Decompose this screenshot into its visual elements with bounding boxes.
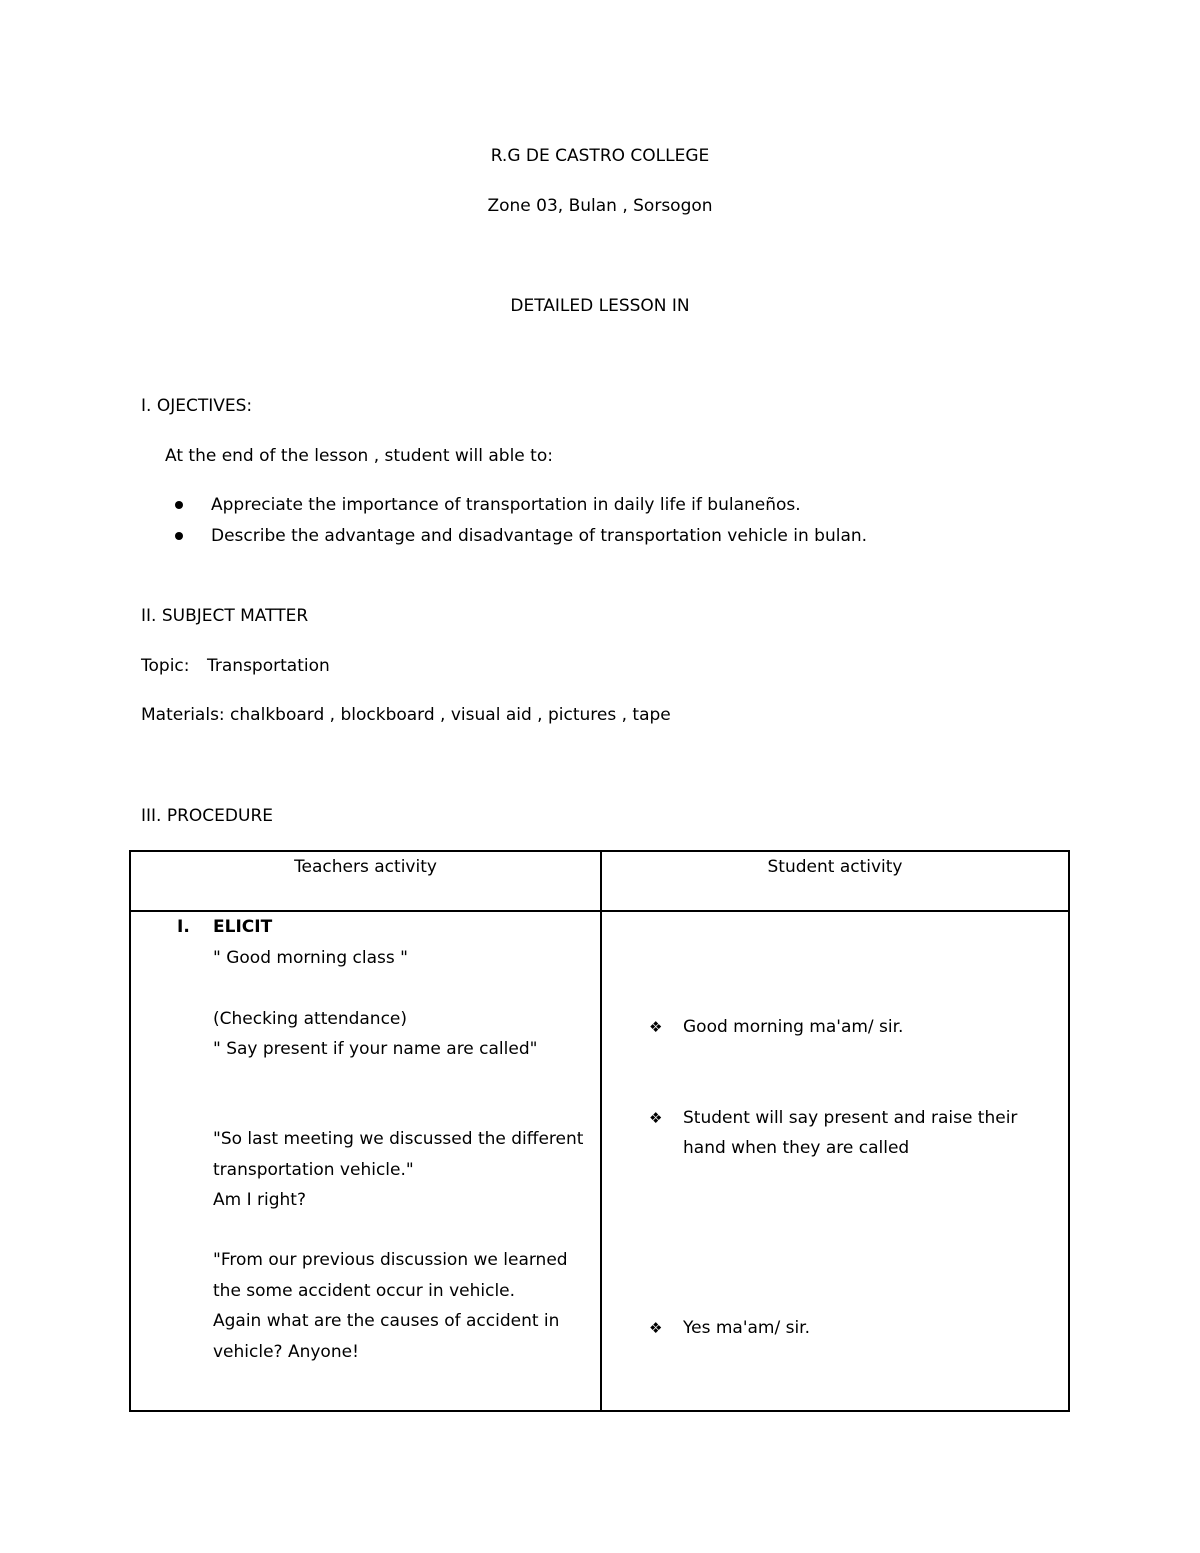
topic-label: Topic: — [141, 656, 190, 676]
objectives-intro: At the end of the lesson , student will able to: — [165, 446, 553, 466]
procedure-table — [129, 850, 1070, 1412]
column-divider — [600, 852, 602, 1410]
header-divider — [131, 910, 1068, 912]
student-line: hand when they are called — [683, 1138, 910, 1158]
diamond-bullet-icon: ❖ — [649, 1018, 663, 1036]
school-name: R.G DE CASTRO COLLEGE — [490, 146, 710, 166]
diamond-bullet-icon: ❖ — [649, 1109, 663, 1127]
section-title: ELICIT — [213, 917, 273, 937]
document-title: DETAILED LESSON IN — [510, 296, 690, 316]
topic-value: Transportation — [207, 656, 330, 676]
section-number: I. — [177, 917, 190, 937]
teacher-line: transportation vehicle." — [213, 1160, 414, 1180]
teacher-line: Am I right? — [213, 1190, 306, 1210]
teacher-line: "So last meeting we discussed the different — [213, 1129, 584, 1149]
teacher-line: Again what are the causes of accident in — [213, 1311, 560, 1331]
student-line: Yes ma'am/ sir. — [683, 1318, 811, 1338]
teacher-line: " Say present if your name are called" — [213, 1039, 538, 1059]
materials-line: Materials: chalkboard , blockboard , visual aid , pictures , tape — [141, 705, 671, 725]
school-address: Zone 03, Bulan , Sorsogon — [487, 196, 713, 216]
objective-text: Appreciate the importance of transportation in daily life if bulaneños. — [211, 495, 801, 515]
subject-matter-heading: II. SUBJECT MATTER — [141, 606, 309, 626]
student-line: Good morning ma'am/ sir. — [683, 1017, 904, 1037]
teacher-line: the some accident occur in vehicle. — [213, 1281, 516, 1301]
student-column-header: Student activity — [767, 857, 903, 877]
teacher-line: vehicle? Anyone! — [213, 1342, 359, 1362]
diamond-bullet-icon: ❖ — [649, 1319, 663, 1337]
teacher-line: (Checking attendance) — [213, 1009, 408, 1029]
bullet-icon — [175, 532, 183, 540]
teacher-line: "From our previous discussion we learned — [213, 1250, 568, 1270]
bullet-icon — [175, 501, 183, 509]
objective-text: Describe the advantage and disadvantage of transportation vehicle in bulan. — [211, 526, 868, 546]
student-line: Student will say present and raise their — [683, 1108, 1018, 1128]
procedure-heading: III. PROCEDURE — [141, 806, 273, 826]
teacher-line: " Good morning class " — [213, 948, 408, 968]
objectives-heading: I. OJECTIVES: — [141, 396, 253, 416]
teacher-column-header: Teachers activity — [294, 857, 437, 877]
